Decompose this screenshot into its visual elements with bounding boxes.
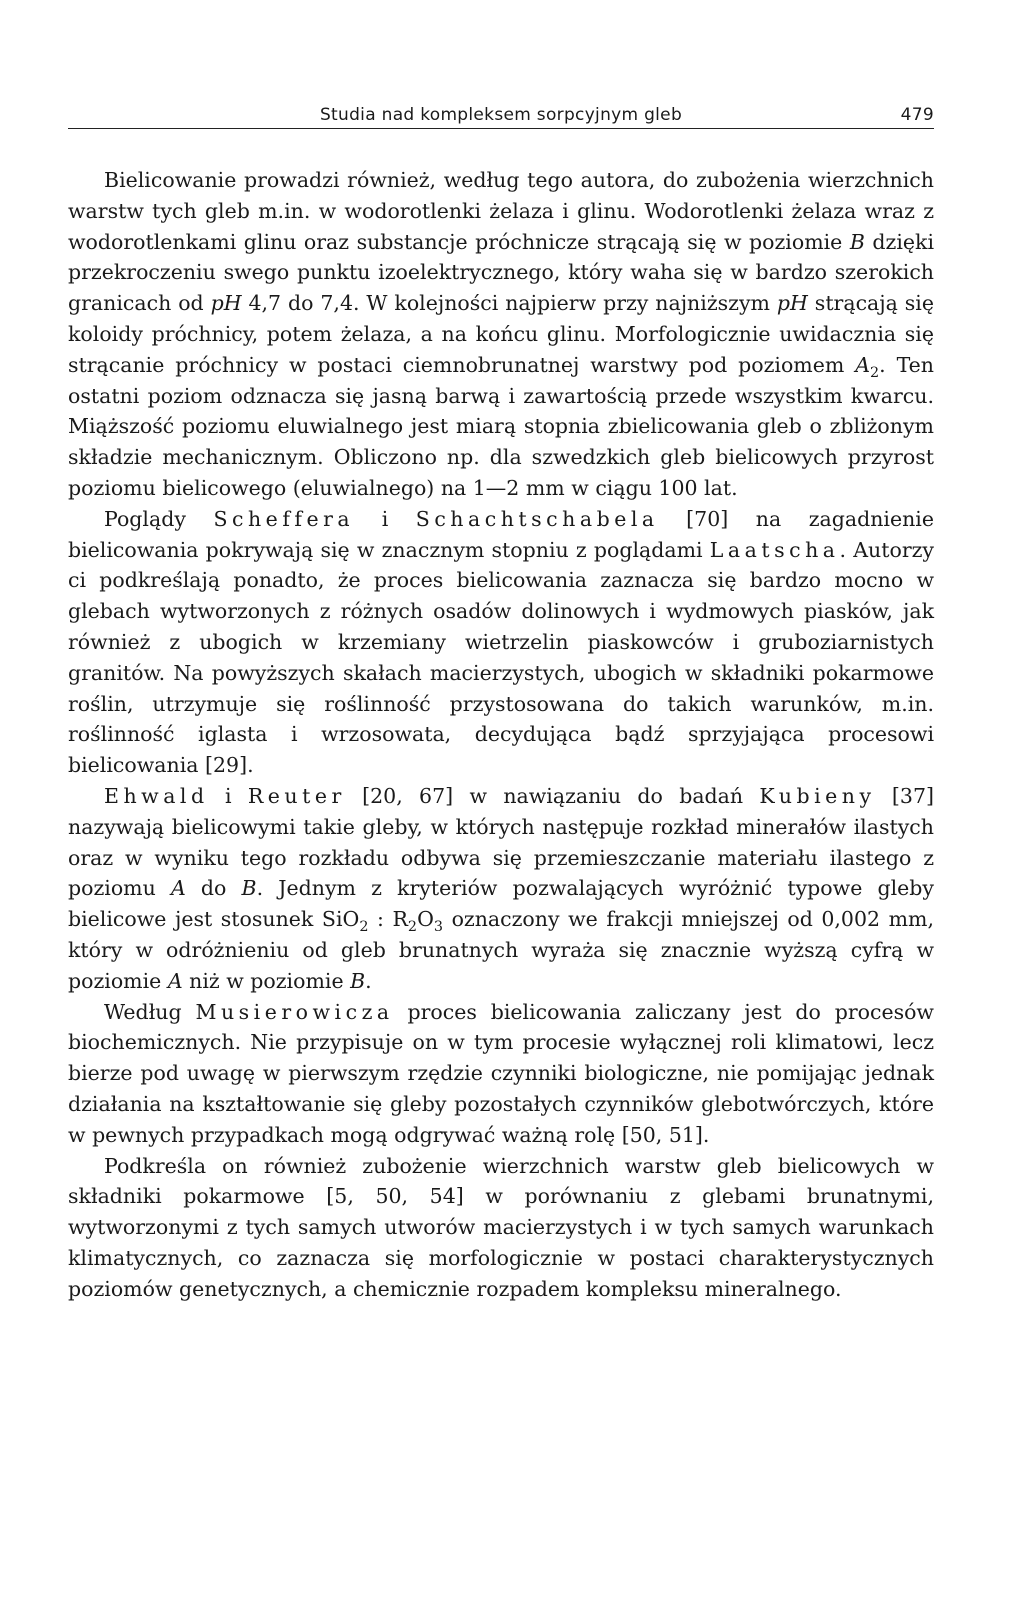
- paragraph-4: Według Musierowicza proces bielicowania zaliczany jest do procesów biochemicznych. Nie przypisuje on w tym procesie wyłącznej roli klimatowi, lecz bierze pod uwagę w pierwszym rzędzie czynniki biologiczne, nie pomijając jednak działania na kształtowanie się gleby pozostałych czynników glebotwórczych, które w pewnych przypadkach mogą odgrywać ważną rolę [50, 51].: [68, 999, 934, 1147]
- author-name: Kubieny: [759, 783, 876, 808]
- author-name: Musierowicza: [195, 999, 394, 1024]
- paragraph-3: Ehwald i Reuter [20, 67] w nawiązaniu do badań Kubieny [37] nazywają bielicowymi takie gleby, w których następuje rozkład minerałów ilastych oraz w wyniku tego rozkładu odbywa się przemieszczanie materiału ilastego z poziomu A do B. Jednym z kryteriów pozwalających wyróżnić typowe gleby bielicowe jest stosunek SiO$_2$ : $R_2O_3$ oznaczony we frakcji mniejszej od 0,002 mm, który w odróżnieniu od gleb brunatnych wyraża się znacznie wyższą cyfrą w poziomie A niż w poziomie B.: [68, 783, 935, 993]
- page-number: 479: [900, 105, 934, 125]
- author-name: Schachtschabela: [415, 506, 659, 531]
- author-name: Reuter: [247, 783, 346, 808]
- paragraph-5: Podkreśla on również zubożenie wierzchnich warstw gleb bielicowych w składniki pokarmowe [5, 50, 54] w porównaniu z glebami brunatnymi, wytworzonymi z tych samych utworów macierzystych i w tych samych warunkach klimatycznych, co zaznacza się morfologicznie w postaci charakterystycznych poziomów genetycznych, a chemicznie rozpadem kompleksu mineralnego.: [68, 1153, 934, 1301]
- page: [68, 98, 934, 1304]
- body-text: [68, 165, 934, 1304]
- running-header: [68, 98, 934, 129]
- running-title: Studia nad kompleksem sorpcyjnym gleb: [319, 105, 683, 125]
- paragraph-1: Bielicowanie prowadzi również, według tego autora, do zubożenia wierzchnich warstw tych gleb m.in. w wodorotlenki żelaza i glinu. Wodorotlenki żelaza wraz z wodorotlenkami glinu oraz substancje próchnicze strącają się w poziomie B dzięki przekroczeniu swego punktu izoelektrycznego, który waha się w bardzo szerokich granicach od pH 4,7 do 7,4. W kolejności najpierw przy najniższym pH strącają się koloidy próchnicy, potem żelaza, a na końcu glinu. Morfologicznie uwidacznia się strącanie próchnicy w postaci ciemnobrunatnej warstwy pod poziomem $A_2$. Ten ostatni poziom odznacza się jasną barwą i zawartością przede wszystkim kwarcu. Miąższość poziomu eluwialnego jest miarą stopnia zbielicowania gleb o zbliżonym składzie mechanicznym. Obliczono np. dla szwedzkich gleb bielicowych przyrost poziomu bielicowego (eluwialnego) na 1—2 mm w ciągu 100 lat.: [68, 168, 935, 500]
- author-name: Ehwald: [104, 783, 209, 808]
- paragraph-2: Poglądy Scheffera i Schachtschabela [70] na zagadnienie bielicowania pokrywają się w znacznym stopniu z poglądami Laatscha. Autorzy ci podkreślają ponadto, że proces bielicowania zaznacza się bardzo mocno w glebach wytworzonych z różnych osadów dolinowych i wydmowych piasków, jak również z ubogich w krzemiany wietrzelin piaskowców i gruboziarnistych granitów. Na powyższych skałach macierzystych, ubogich w składniki pokarmowe roślin, utrzymuje się roślinność przystosowana do takich warunków, m.in. roślinność iglasta i wrzosowata, decydująca bądź sprzyjająca procesowi bielicowania [29].: [68, 506, 935, 778]
- author-name: Laatscha: [709, 537, 840, 562]
- author-name: Scheffera: [213, 506, 355, 531]
